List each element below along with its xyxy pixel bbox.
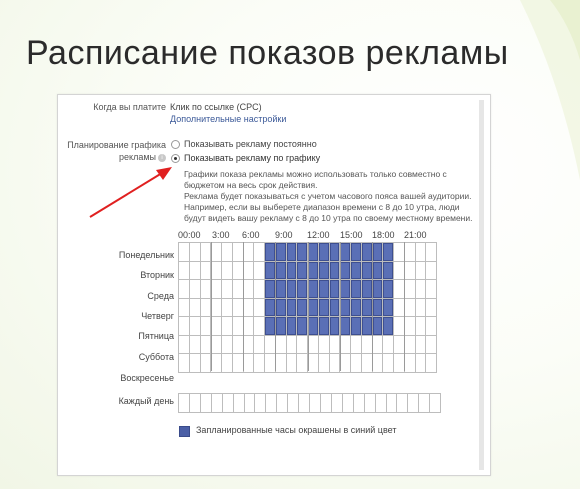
hour-cell[interactable] [211, 299, 221, 317]
hour-cell[interactable] [405, 354, 415, 372]
hour-cell-scheduled[interactable] [265, 299, 275, 317]
hour-cell[interactable] [426, 299, 436, 317]
day-label: Пятница [138, 331, 174, 341]
hour-group-separator [243, 242, 244, 371]
every-day-cell[interactable] [321, 394, 331, 412]
hour-cell[interactable] [190, 262, 200, 280]
annotation-arrow [88, 165, 178, 220]
hour-cell-scheduled[interactable] [330, 262, 340, 280]
payment-value: Клик по ссылке (CPC) [170, 102, 262, 112]
hour-cell-scheduled[interactable] [330, 317, 340, 335]
description-line: будут видеть вашу рекламу с 8 до 10 утра по своему местному времени. [184, 213, 473, 223]
hour-cell-scheduled[interactable] [308, 243, 318, 261]
hour-cell[interactable] [416, 262, 426, 280]
hour-cell[interactable] [373, 336, 383, 354]
hour-cell-scheduled[interactable] [373, 280, 383, 298]
hour-cell[interactable] [426, 336, 436, 354]
panel-scrollbar[interactable] [479, 100, 484, 470]
hour-cell-scheduled[interactable] [351, 317, 361, 335]
hour-cell[interactable] [179, 336, 189, 354]
hour-cell-scheduled[interactable] [362, 317, 372, 335]
hour-cell-scheduled[interactable] [276, 243, 286, 261]
description-line: Например, если вы выберете диапазон времени с 8 до 10 утра, люди [184, 202, 460, 212]
hour-cell[interactable] [233, 354, 243, 372]
hour-cell-scheduled[interactable] [308, 262, 318, 280]
hour-cell[interactable] [416, 317, 426, 335]
hour-cell[interactable] [297, 354, 307, 372]
hour-cell[interactable] [287, 336, 297, 354]
hour-cell[interactable] [244, 299, 254, 317]
description-line: Графики показа рекламы можно использовать только совместно с [184, 169, 447, 179]
hour-cell[interactable] [340, 354, 350, 372]
hour-cell[interactable] [211, 336, 221, 354]
hour-cell[interactable] [351, 354, 361, 372]
schedule-label [56, 139, 166, 151]
every-day-cell[interactable] [245, 394, 255, 412]
radio-by-schedule[interactable] [171, 154, 180, 163]
hour-group-separator [308, 242, 309, 371]
hour-cell[interactable] [308, 336, 318, 354]
day-label: Понедельник [118, 250, 174, 260]
hour-cell-scheduled[interactable] [265, 280, 275, 298]
hour-cell-scheduled[interactable] [287, 317, 297, 335]
schedule-label-line1: Планирование графика [67, 140, 166, 150]
every-day-cell[interactable] [255, 394, 265, 412]
hour-cell-scheduled[interactable] [340, 243, 350, 261]
hour-cell-scheduled[interactable] [373, 243, 383, 261]
hour-cell[interactable] [287, 354, 297, 372]
every-day-row [178, 393, 441, 413]
hour-cell-scheduled[interactable] [265, 262, 275, 280]
hour-cell-scheduled[interactable] [340, 317, 350, 335]
hour-cell[interactable] [383, 354, 393, 372]
hour-cell[interactable] [211, 262, 221, 280]
hour-cell[interactable] [244, 243, 254, 261]
hour-cell[interactable] [190, 317, 200, 335]
every-day-cell[interactable] [190, 394, 200, 412]
hour-cell-scheduled[interactable] [276, 317, 286, 335]
every-day-cell[interactable] [419, 394, 429, 412]
hour-cell[interactable] [179, 243, 189, 261]
hour-cell[interactable] [201, 299, 211, 317]
hour-cell-scheduled[interactable] [340, 299, 350, 317]
hour-cell-scheduled[interactable] [308, 280, 318, 298]
hour-cell[interactable] [244, 354, 254, 372]
hour-cell-scheduled[interactable] [287, 280, 297, 298]
hour-cell[interactable] [190, 299, 200, 317]
hour-group-separator [404, 242, 405, 371]
hour-cell[interactable] [297, 336, 307, 354]
every-day-cell[interactable] [408, 394, 418, 412]
hour-cell[interactable] [254, 336, 264, 354]
description-line: Реклама будет показываться с учетом часового пояса вашей аудитории. [184, 191, 472, 201]
hour-label: 3:00 [212, 230, 230, 240]
hour-cell[interactable] [201, 317, 211, 335]
every-day-cell[interactable] [234, 394, 244, 412]
hour-cell[interactable] [233, 317, 243, 335]
hour-cell-scheduled[interactable] [319, 243, 329, 261]
hour-cell[interactable] [211, 317, 221, 335]
hour-cell[interactable] [222, 354, 232, 372]
hour-cell-scheduled[interactable] [287, 243, 297, 261]
hour-cell[interactable] [416, 354, 426, 372]
every-day-cell[interactable] [310, 394, 320, 412]
schedule-description [184, 169, 473, 224]
legend-text: Запланированные часы окрашены в синий цвет [196, 425, 397, 435]
hour-cell-scheduled[interactable] [351, 262, 361, 280]
hour-cell[interactable] [233, 243, 243, 261]
hour-group-separator [211, 242, 212, 371]
hour-cell[interactable] [222, 262, 232, 280]
hour-cell-scheduled[interactable] [330, 243, 340, 261]
hour-cell[interactable] [394, 317, 404, 335]
hour-cell[interactable] [265, 336, 275, 354]
hour-cell[interactable] [340, 336, 350, 354]
schedule-label-line2: рекламы [119, 152, 156, 162]
every-day-cell[interactable] [430, 394, 440, 412]
hour-cell[interactable] [383, 336, 393, 354]
hour-cell[interactable] [201, 354, 211, 372]
hour-cell-scheduled[interactable] [340, 280, 350, 298]
hour-cell-scheduled[interactable] [362, 262, 372, 280]
hour-cell[interactable] [394, 262, 404, 280]
hour-cell[interactable] [211, 243, 221, 261]
hour-cell[interactable] [201, 336, 211, 354]
hour-cell[interactable] [233, 299, 243, 317]
hour-cell-scheduled[interactable] [319, 317, 329, 335]
hour-cell-scheduled[interactable] [373, 299, 383, 317]
hour-cell[interactable] [254, 262, 264, 280]
hour-cell-scheduled[interactable] [319, 262, 329, 280]
hour-cell[interactable] [426, 317, 436, 335]
hour-cell[interactable] [254, 317, 264, 335]
hour-cell[interactable] [179, 262, 189, 280]
legend-swatch [179, 426, 190, 437]
hour-cell[interactable] [426, 280, 436, 298]
hour-cell[interactable] [426, 354, 436, 372]
every-day-label: Каждый день [118, 396, 174, 406]
every-day-cell[interactable] [365, 394, 375, 412]
hour-cell[interactable] [179, 354, 189, 372]
hour-cell[interactable] [233, 280, 243, 298]
every-day-cell[interactable] [179, 394, 189, 412]
hour-cell[interactable] [254, 280, 264, 298]
hour-label: 00:00 [178, 230, 201, 240]
day-label: Вторник [140, 270, 174, 280]
every-day-cell[interactable] [299, 394, 309, 412]
hour-cell[interactable] [179, 299, 189, 317]
every-day-cell[interactable] [266, 394, 276, 412]
every-day-cell[interactable] [212, 394, 222, 412]
every-day-cell[interactable] [277, 394, 287, 412]
hour-cell[interactable] [319, 336, 329, 354]
hour-cell-scheduled[interactable] [383, 280, 393, 298]
hour-cell[interactable] [233, 336, 243, 354]
hour-cell[interactable] [308, 354, 318, 372]
hour-cell[interactable] [244, 262, 254, 280]
description-line: бюджетом на весь срок действия. [184, 180, 318, 190]
hour-group-separator [340, 242, 341, 371]
hour-cell[interactable] [211, 354, 221, 372]
hour-cell-scheduled[interactable] [297, 243, 307, 261]
hour-cell[interactable] [394, 243, 404, 261]
hour-cell[interactable] [244, 336, 254, 354]
hour-cell[interactable] [394, 354, 404, 372]
hour-cell[interactable] [179, 317, 189, 335]
hour-cell-scheduled[interactable] [373, 262, 383, 280]
hour-cell[interactable] [276, 336, 286, 354]
hour-cell[interactable] [254, 354, 264, 372]
option-schedule-label[interactable]: Показывать рекламу по графику [184, 153, 321, 163]
hour-cell[interactable] [351, 336, 361, 354]
hour-cell[interactable] [222, 243, 232, 261]
every-day-cell[interactable] [387, 394, 397, 412]
hour-cell[interactable] [394, 336, 404, 354]
hour-cell-scheduled[interactable] [297, 262, 307, 280]
hour-cell-scheduled[interactable] [351, 299, 361, 317]
hour-cell-scheduled[interactable] [330, 299, 340, 317]
hour-cell[interactable] [190, 243, 200, 261]
every-day-cell[interactable] [343, 394, 353, 412]
hour-cell[interactable] [416, 336, 426, 354]
hour-cell-scheduled[interactable] [383, 243, 393, 261]
day-label: Воскресенье [120, 373, 174, 383]
hour-cell-scheduled[interactable] [276, 262, 286, 280]
hour-cell[interactable] [416, 280, 426, 298]
every-day-cell[interactable] [201, 394, 211, 412]
hour-cell-scheduled[interactable] [383, 299, 393, 317]
hour-cell-scheduled[interactable] [287, 262, 297, 280]
hour-cell[interactable] [276, 354, 286, 372]
hour-label: 21:00 [404, 230, 427, 240]
info-icon[interactable]: i [158, 154, 166, 162]
hour-label: 6:00 [242, 230, 260, 240]
hour-cell[interactable] [394, 299, 404, 317]
hour-cell[interactable] [362, 336, 372, 354]
hour-cell-scheduled[interactable] [373, 317, 383, 335]
hour-cell[interactable] [394, 280, 404, 298]
hour-cell[interactable] [211, 280, 221, 298]
every-day-cell[interactable] [332, 394, 342, 412]
hour-cell-scheduled[interactable] [297, 280, 307, 298]
hour-cell[interactable] [330, 354, 340, 372]
hour-cell[interactable] [330, 336, 340, 354]
hour-cell[interactable] [405, 317, 415, 335]
hour-cell[interactable] [222, 317, 232, 335]
day-label: Четверг [141, 311, 174, 321]
every-day-cell[interactable] [288, 394, 298, 412]
hour-cell-scheduled[interactable] [308, 317, 318, 335]
hour-cell[interactable] [222, 336, 232, 354]
hour-cell[interactable] [201, 280, 211, 298]
hour-cell[interactable] [373, 354, 383, 372]
hour-cell-scheduled[interactable] [383, 317, 393, 335]
hour-cell[interactable] [190, 354, 200, 372]
hour-cell-scheduled[interactable] [319, 299, 329, 317]
hour-cell[interactable] [405, 262, 415, 280]
radio-always[interactable] [171, 140, 180, 149]
hour-cell-scheduled[interactable] [265, 317, 275, 335]
hour-cell-scheduled[interactable] [297, 317, 307, 335]
day-label: Среда [147, 291, 174, 301]
hour-cell-scheduled[interactable] [340, 262, 350, 280]
hour-label: 15:00 [340, 230, 363, 240]
hour-cell[interactable] [201, 262, 211, 280]
hour-cell[interactable] [201, 243, 211, 261]
hour-cell-scheduled[interactable] [265, 243, 275, 261]
slide-decoration [510, 0, 580, 489]
hour-cell[interactable] [244, 280, 254, 298]
hour-cell-scheduled[interactable] [297, 299, 307, 317]
hour-cell[interactable] [319, 354, 329, 372]
hour-cell[interactable] [426, 243, 436, 261]
hour-label: 12:00 [307, 230, 330, 240]
every-day-cell[interactable] [223, 394, 233, 412]
hour-group-separator [275, 242, 276, 371]
hour-cell-scheduled[interactable] [351, 280, 361, 298]
hour-cell[interactable] [405, 243, 415, 261]
hour-cell[interactable] [254, 243, 264, 261]
hour-cell[interactable] [244, 317, 254, 335]
hour-cell[interactable] [222, 280, 232, 298]
day-label: Суббота [138, 352, 174, 362]
every-day-cell[interactable] [397, 394, 407, 412]
hour-cell-scheduled[interactable] [276, 299, 286, 317]
hour-cell[interactable] [254, 299, 264, 317]
hour-cell[interactable] [426, 262, 436, 280]
schedule-label-second [56, 151, 166, 163]
hour-label: 9:00 [275, 230, 293, 240]
hour-cell[interactable] [405, 280, 415, 298]
payment-label: Когда вы платите [93, 102, 166, 112]
hour-label: 18:00 [372, 230, 395, 240]
every-day-cell[interactable] [376, 394, 386, 412]
additional-settings-link[interactable]: Дополнительные настройки [170, 114, 287, 124]
hour-cell[interactable] [265, 354, 275, 372]
hour-cell[interactable] [362, 354, 372, 372]
hour-cell-scheduled[interactable] [362, 299, 372, 317]
hour-cell[interactable] [416, 243, 426, 261]
hour-cell[interactable] [233, 262, 243, 280]
hour-cell[interactable] [405, 299, 415, 317]
hour-cell-scheduled[interactable] [308, 299, 318, 317]
slide-title: Расписание показов рекламы [26, 34, 509, 72]
hour-cell-scheduled[interactable] [362, 243, 372, 261]
hour-cell-scheduled[interactable] [287, 299, 297, 317]
hour-cell-scheduled[interactable] [351, 243, 361, 261]
hour-cell-scheduled[interactable] [362, 280, 372, 298]
hour-cell[interactable] [190, 336, 200, 354]
hour-group-separator [372, 242, 373, 371]
hour-cell-scheduled[interactable] [276, 280, 286, 298]
hour-cell[interactable] [416, 299, 426, 317]
hour-cell-scheduled[interactable] [319, 280, 329, 298]
hour-cell[interactable] [190, 280, 200, 298]
every-day-cell[interactable] [354, 394, 364, 412]
option-always-label[interactable]: Показывать рекламу постоянно [184, 139, 317, 149]
hour-cell[interactable] [405, 336, 415, 354]
hour-cell[interactable] [222, 299, 232, 317]
hour-cell-scheduled[interactable] [330, 280, 340, 298]
hour-cell-scheduled[interactable] [383, 262, 393, 280]
hour-cell[interactable] [179, 280, 189, 298]
